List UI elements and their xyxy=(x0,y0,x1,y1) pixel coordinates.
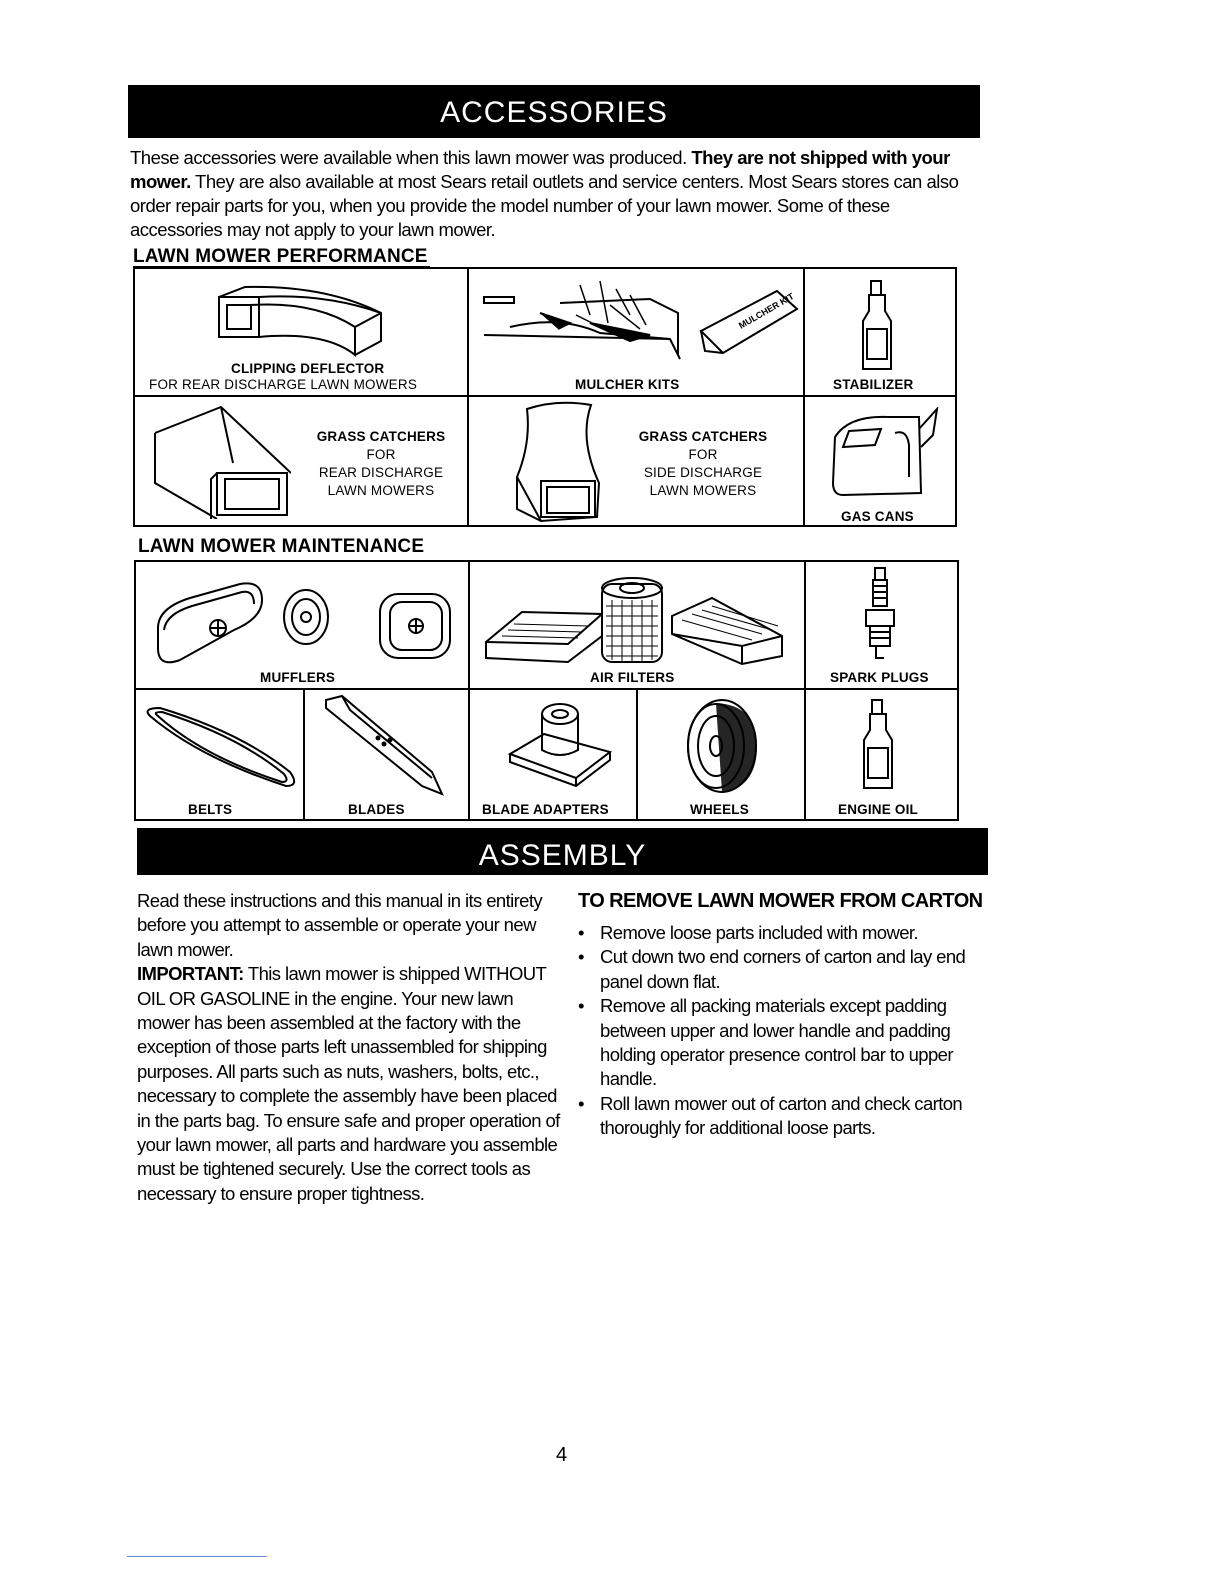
performance-title: LAWN MOWER PERFORMANCE xyxy=(133,246,428,267)
list-item: • Remove loose parts included with mower. xyxy=(578,921,988,945)
list-item: • Remove all packing materials except padding between upper and lower handle and padding holding operator presence control bar to upper handle. xyxy=(578,994,988,1092)
rear-grass-catcher-caption-1: GRASS CATCHERS xyxy=(316,429,446,444)
blade-icon xyxy=(322,694,446,796)
accessories-banner: ACCESSORIES xyxy=(128,85,980,138)
muffler-rectangular-icon xyxy=(150,578,268,670)
clipping-deflector-caption-2: FOR REAR DISCHARGE LAWN MOWERS xyxy=(149,377,418,392)
belts-caption: BELTS xyxy=(188,802,233,817)
svg-text:MULCHER KIT: MULCHER KIT xyxy=(737,291,796,331)
clipping-deflector-caption-1: CLIPPING DEFLECTOR xyxy=(231,361,385,376)
wheel-icon xyxy=(676,696,764,796)
remove-from-carton-title: TO REMOVE LAWN MOWER FROM CARTON xyxy=(578,890,983,912)
spark-plug-icon xyxy=(862,566,898,666)
stabilizer-caption: STABILIZER xyxy=(833,377,914,392)
belt-icon xyxy=(140,702,302,792)
side-grass-catcher-caption-1: GRASS CATCHERS xyxy=(638,429,768,444)
blades-caption: BLADES xyxy=(348,802,405,817)
rear-grass-catcher-illustration xyxy=(151,403,291,519)
assembly-instructions xyxy=(137,889,562,1206)
rear-grass-catcher-caption-4: LAWN MOWERS xyxy=(327,483,435,498)
side-grass-catcher-caption-2: FOR xyxy=(688,447,718,462)
assembly-important-note: IMPORTANT: This lawn mower is shipped WITHOUT OIL OR GASOLINE in the engine. Your new lawn mower has been assembled at the factory with the exception of those parts left unassembled for shipping purposes. All parts such as nuts, washers, bolts, etc., necessary to complete the assembly have been placed in the parts bag. To ensure safe and proper operation of your lawn mower, all parts and hardware you assemble must be tightened securely. Use the correct tools as necessary to ensure proper tightness. xyxy=(137,963,560,1204)
remove-from-carton-section xyxy=(578,889,988,1141)
side-grass-catcher-caption-4: LAWN MOWERS xyxy=(649,483,757,498)
stabilizer-bottle-icon xyxy=(857,277,897,373)
assembly-intro: Read these instructions and this manual in its entirety before you attempt to assemble or operate your new lawn mower. xyxy=(137,890,543,960)
performance-grid xyxy=(133,267,957,527)
list-item: • Roll lawn mower out of carton and check carton thoroughly for additional loose parts. xyxy=(578,1092,988,1141)
mulcher-kit-illustration xyxy=(480,275,695,365)
wheels-caption: WHEELS xyxy=(690,802,749,817)
mufflers-caption: MUFFLERS xyxy=(260,670,336,685)
maintenance-grid xyxy=(134,560,959,821)
rear-grass-catcher-caption-2: FOR xyxy=(366,447,396,462)
assembly-banner: ASSEMBLY xyxy=(137,828,988,875)
mulcher-kit-box-icon xyxy=(695,287,803,359)
side-grass-catcher-illustration xyxy=(507,399,607,523)
spark-plugs-caption: SPARK PLUGS xyxy=(830,670,929,685)
gas-cans-caption: GAS CANS xyxy=(841,509,914,524)
blade-adapters-caption: BLADE ADAPTERS xyxy=(482,802,609,817)
side-grass-catcher-caption-3: SIDE DISCHARGE xyxy=(643,465,763,480)
muffler-round-icon xyxy=(278,586,332,648)
list-item: • Cut down two end corners of carton and lay end panel down flat. xyxy=(578,945,988,994)
maintenance-title: LAWN MOWER MAINTENANCE xyxy=(138,536,425,557)
remove-steps-list xyxy=(578,921,988,1141)
air-filters-illustration xyxy=(482,576,792,668)
engine-oil-caption: ENGINE OIL xyxy=(838,802,919,817)
page-number: 4 xyxy=(556,1444,568,1466)
gas-can-icon xyxy=(829,407,941,499)
air-filters-caption: AIR FILTERS xyxy=(590,670,675,685)
rear-grass-catcher-caption-3: REAR DISCHARGE xyxy=(318,465,444,480)
mulcher-kits-caption: MULCHER KITS xyxy=(575,377,680,392)
muffler-square-icon xyxy=(376,584,456,664)
blade-adapter-icon xyxy=(506,698,616,788)
accessories-intro: These accessories were available when this lawn mower was produced. They are not shipped with your mower. They are also available at most Sears retail outlets and service centers. Most Sears stores can also order repair parts for you, when you provide the model number of your lawn mower. Some of these accessories may not apply to your lawn mower. xyxy=(130,147,959,240)
footer-divider xyxy=(127,1556,267,1557)
clipping-deflector-illustration xyxy=(215,283,385,359)
engine-oil-bottle-icon xyxy=(858,696,898,792)
